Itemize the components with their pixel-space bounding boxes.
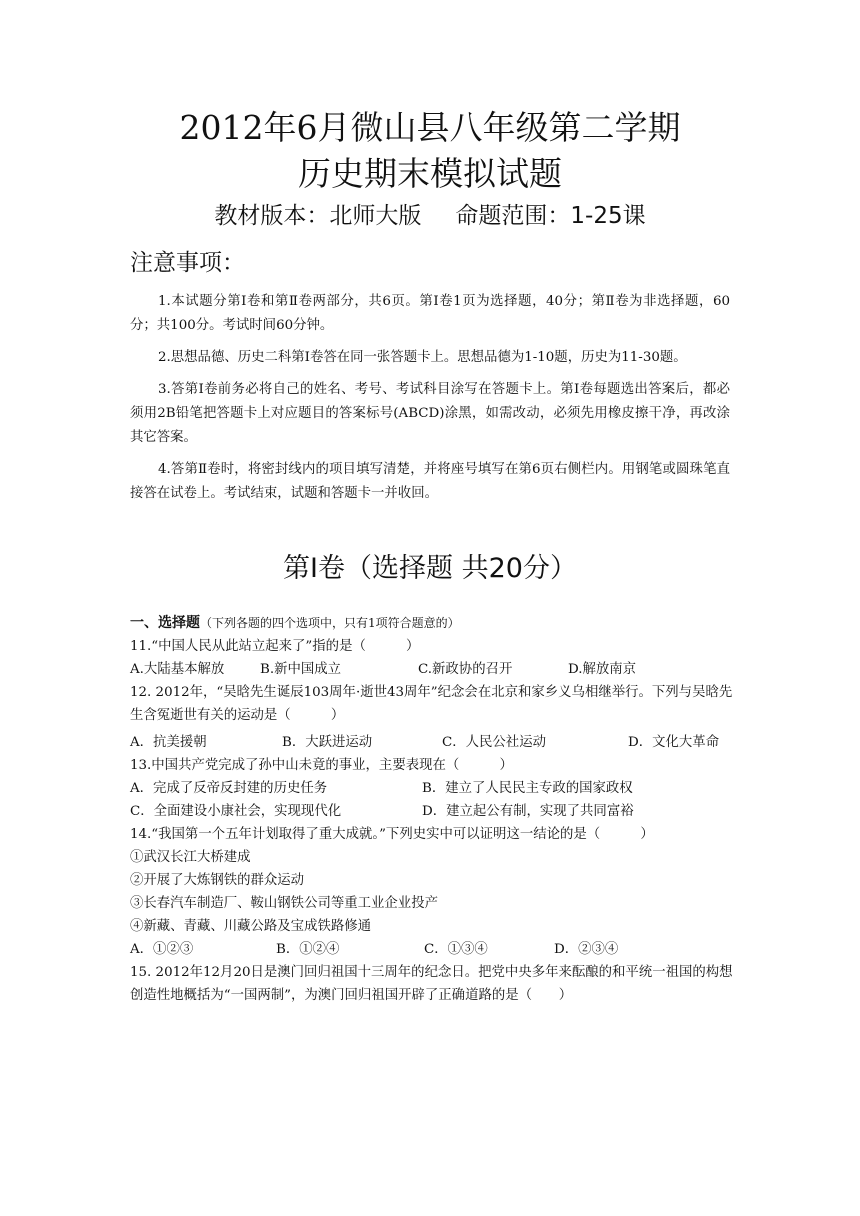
exam-title-line1: 2012年6月微山县八年级第二学期 <box>179 108 681 147</box>
part-label: 一、选择题 <box>130 615 200 631</box>
statement-3: ③长春汽车制造厂、鞍山钢铁公司等重工业企业投产 <box>130 896 438 911</box>
section-title: 第Ⅰ卷（选择题 共20分） <box>283 553 577 584</box>
question-13 <box>130 754 734 823</box>
option-d: D．建立起公有制，实现了共同富裕 <box>422 804 634 819</box>
question-stem: 13.中国共产党完成了孙中山未竟的事业，主要表现在（ ） <box>130 758 513 773</box>
questions-area <box>130 612 734 1007</box>
notice-item-2: 2.思想品德、历史二科第Ⅰ卷答在同一张答题卡上。思想品德为1-10题，历史为11-30题。 <box>158 350 687 365</box>
option-b: B．①②④ <box>276 942 340 957</box>
notices-heading: 注意事项： <box>130 250 245 276</box>
exam-subtitle <box>0 200 860 232</box>
question-options <box>130 800 734 823</box>
option-a: A．抗美援朝 <box>130 735 207 750</box>
part-note: （下列各题的四个选项中，只有1项符合题意的） <box>200 616 460 630</box>
question-options <box>130 658 734 681</box>
notice-item-4: 4.答第Ⅱ卷时，将密封线内的项目填写清楚，并将座号填写在第6页右侧栏内。用钢笔或圆珠笔直接答在试卷上。考试结束，试题和答题卡一并收回。 <box>130 462 730 501</box>
notices-list <box>130 290 730 514</box>
notice-item-1: 1.本试题分第Ⅰ卷和第Ⅱ卷两部分，共6页。第Ⅰ卷1页为选择题，40分；第Ⅱ卷为非选择题，60分；共100分。考试时间60分钟。 <box>130 294 730 333</box>
statement-2: ②开展了大炼钢铁的群众运动 <box>130 873 305 888</box>
part-heading <box>130 612 734 635</box>
option-c: C.新政协的召开 <box>418 662 513 677</box>
option-b: B．大跃进运动 <box>282 735 373 750</box>
question-stem: 12. 2012年，“吴晗先生诞辰103周年·逝世43周年”纪念会在北京和家乡义乌相继举行。下列与吴晗先生含冤逝世有关的运动是（ ） <box>130 685 733 723</box>
option-c: C．人民公社运动 <box>442 735 546 750</box>
option-a: A．①②③ <box>130 942 194 957</box>
textbook-edition: 教材版本：北师大版 <box>214 203 422 229</box>
option-d: D．文化大革命 <box>628 735 720 750</box>
statement-4: ④新藏、青藏、川藏公路及宝成铁路修通 <box>130 919 372 934</box>
question-12 <box>130 681 734 754</box>
option-d: D.解放南京 <box>568 662 637 677</box>
option-b: B.新中国成立 <box>260 662 342 677</box>
question-stem: 15. 2012年12月20日是澳门回归祖国十三周年的纪念日。把党中央多年来酝酿的和平统一祖国的构想创造性地概括为“一国两制”，为澳门回归祖国开辟了正确道路的是（ ） <box>130 965 733 1003</box>
question-11 <box>130 635 734 681</box>
question-15 <box>130 961 734 1007</box>
statement-1: ①武汉长江大桥建成 <box>130 850 251 865</box>
question-options <box>130 731 734 754</box>
exam-scope: 命题范围：1-25课 <box>455 203 646 229</box>
question-options <box>130 938 734 961</box>
option-a: A．完成了反帝反封建的历史任务 <box>130 781 328 796</box>
option-b: B．建立了人民民主专政的国家政权 <box>422 781 633 796</box>
exam-title-line2: 历史期末模拟试题 <box>298 154 562 193</box>
question-14 <box>130 823 734 961</box>
question-options <box>130 777 734 800</box>
option-c: C．全面建设小康社会，实现现代化 <box>130 804 342 819</box>
option-c: C．①③④ <box>424 942 488 957</box>
question-stem: 11.“中国人民从此站立起来了”指的是（ ） <box>130 639 420 654</box>
notice-item-3: 3.答第Ⅰ卷前务必将自己的姓名、考号、考试科目涂写在答题卡上。第Ⅰ卷每题选出答案后，都必须用2B铅笔把答题卡上对应题目的答案标号(ABCD)涂黑，如需改动，必须先用橡皮擦干净，再改涂其它答案。 <box>130 382 730 445</box>
option-a: A.大陆基本解放 <box>130 662 225 677</box>
question-stem: 14.“我国第一个五年计划取得了重大成就。”下列史实中可以证明这一结论的是（ ） <box>130 827 654 842</box>
option-d: D．②③④ <box>554 942 619 957</box>
